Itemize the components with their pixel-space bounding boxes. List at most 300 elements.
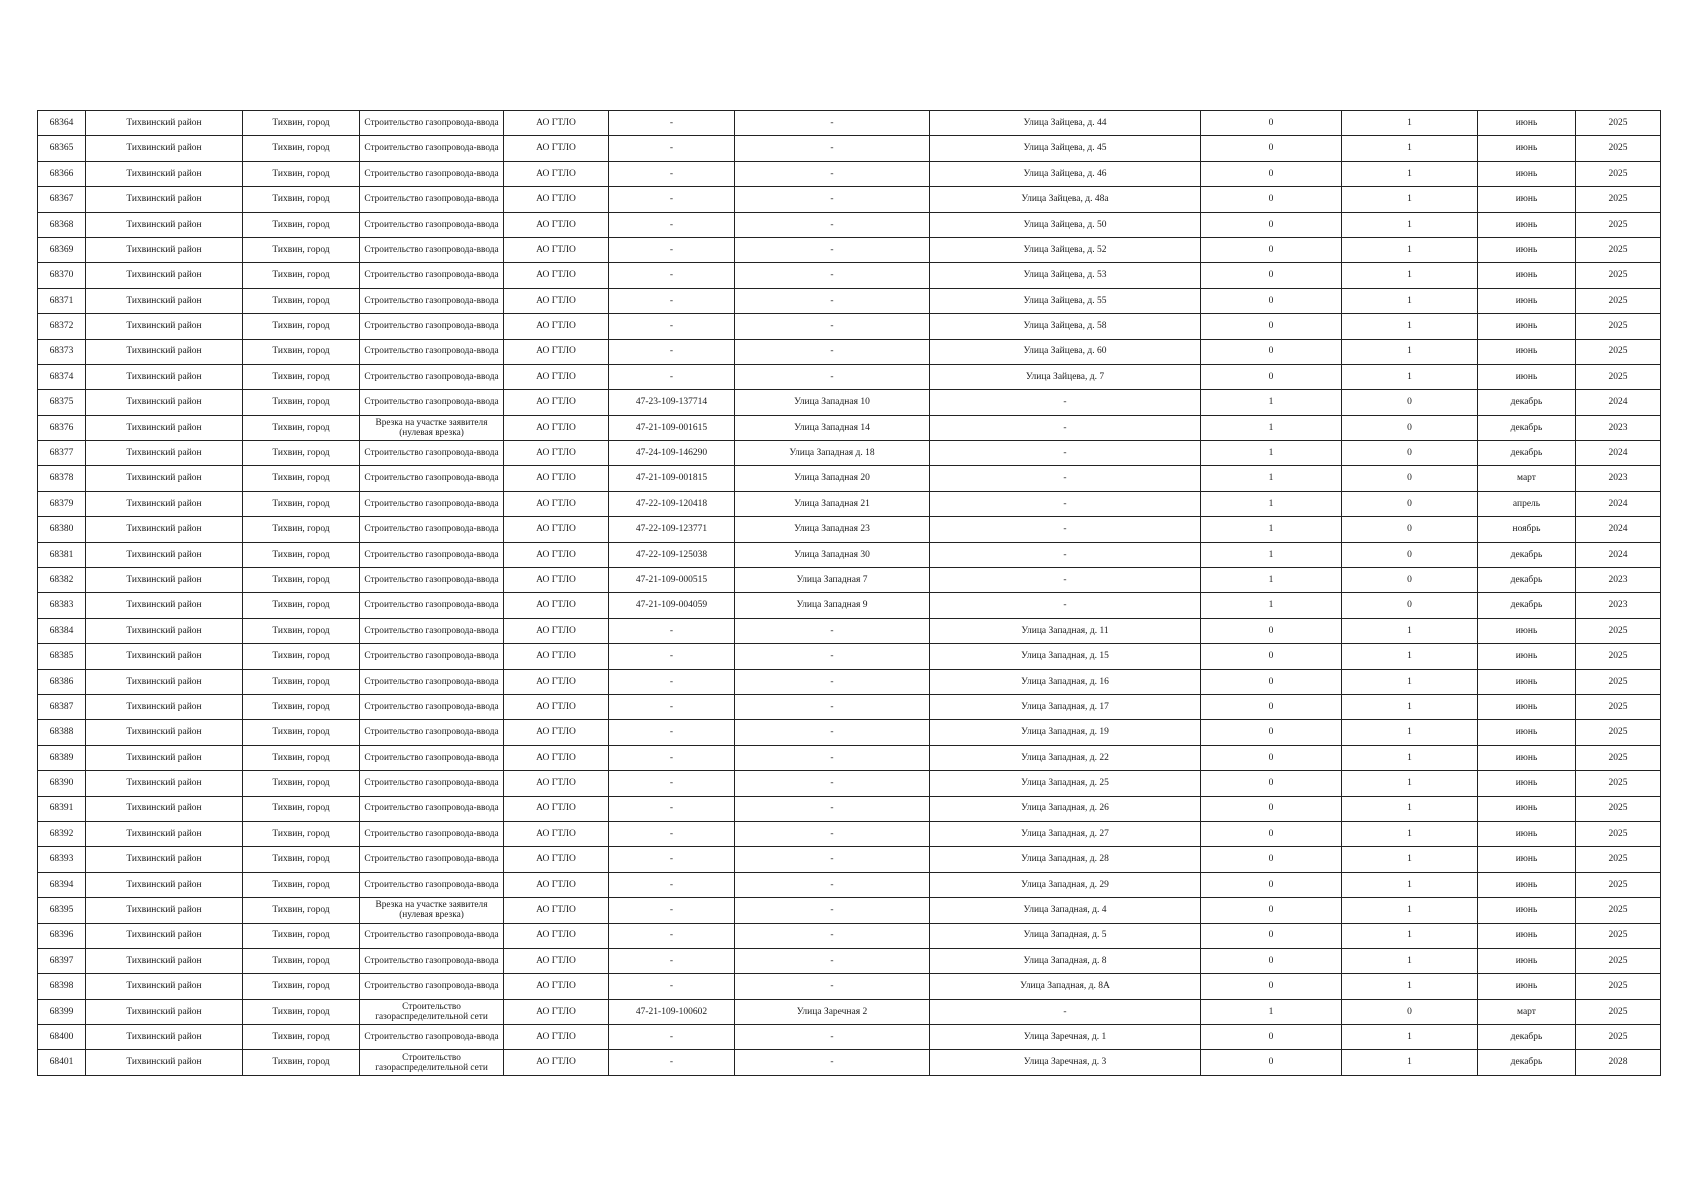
object-address-cell: Улица Зайцева, д. 52 (930, 237, 1201, 262)
work-type-cell: Строительство газопровода-ввода (360, 288, 504, 313)
object-address-cell: Улица Западная, д. 16 (930, 669, 1201, 694)
district-cell: Тихвинский район (86, 771, 243, 796)
district-cell: Тихвинский район (86, 618, 243, 643)
district-cell: Тихвинский район (86, 898, 243, 923)
settlement-cell: Тихвин, город (243, 542, 360, 567)
object-address-cell: Улица Западная, д. 26 (930, 796, 1201, 821)
count-b-cell: 1 (1342, 644, 1478, 669)
contract-address-cell: Улица Западная 30 (735, 542, 930, 567)
work-type-cell: Строительство газопровода-ввода (360, 263, 504, 288)
count-a-cell: 0 (1201, 339, 1342, 364)
year-cell: 2025 (1576, 923, 1661, 948)
year-cell: 2025 (1576, 136, 1661, 161)
contract-address-cell: - (735, 796, 930, 821)
district-cell: Тихвинский район (86, 314, 243, 339)
organization-cell: АО ГТЛО (504, 923, 609, 948)
table-row (38, 1050, 1661, 1075)
settlement-cell: Тихвин, город (243, 568, 360, 593)
contract-address-cell: - (735, 136, 930, 161)
district-cell: Тихвинский район (86, 390, 243, 415)
count-a-cell: 0 (1201, 923, 1342, 948)
settlement-cell: Тихвин, город (243, 415, 360, 440)
count-a-cell: 0 (1201, 618, 1342, 643)
count-b-cell: 1 (1342, 796, 1478, 821)
count-b-cell: 0 (1342, 593, 1478, 618)
count-b-cell: 1 (1342, 847, 1478, 872)
contract-number-cell: - (609, 644, 735, 669)
work-type-cell: Строительство газопровода-ввода (360, 466, 504, 491)
month-cell: июнь (1478, 212, 1576, 237)
district-cell: Тихвинский район (86, 415, 243, 440)
contract-address-cell: - (735, 288, 930, 313)
count-a-cell: 1 (1201, 466, 1342, 491)
table-row (38, 999, 1661, 1024)
count-b-cell: 1 (1342, 923, 1478, 948)
month-cell: декабрь (1478, 441, 1576, 466)
settlement-cell: Тихвин, город (243, 237, 360, 262)
contract-address-cell: - (735, 771, 930, 796)
settlement-cell: Тихвин, город (243, 974, 360, 999)
work-type-cell: Строительство газопровода-ввода (360, 237, 504, 262)
count-b-cell: 0 (1342, 568, 1478, 593)
work-type-cell: Строительство газопровода-ввода (360, 644, 504, 669)
month-cell: июнь (1478, 111, 1576, 136)
contract-number-cell: 47-21-109-001615 (609, 415, 735, 440)
count-a-cell: 0 (1201, 771, 1342, 796)
contract-number-cell: - (609, 745, 735, 770)
organization-cell: АО ГТЛО (504, 288, 609, 313)
year-cell: 2025 (1576, 948, 1661, 973)
organization-cell: АО ГТЛО (504, 898, 609, 923)
count-a-cell: 1 (1201, 517, 1342, 542)
district-cell: Тихвинский район (86, 364, 243, 389)
organization-cell: АО ГТЛО (504, 136, 609, 161)
count-b-cell: 0 (1342, 390, 1478, 415)
district-cell: Тихвинский район (86, 669, 243, 694)
object-address-cell: Улица Зайцева, д. 60 (930, 339, 1201, 364)
organization-cell: АО ГТЛО (504, 847, 609, 872)
record-number-cell: 68387 (38, 694, 86, 719)
district-cell: Тихвинский район (86, 694, 243, 719)
month-cell: декабрь (1478, 1025, 1576, 1050)
work-type-cell: Строительство газопровода-ввода (360, 872, 504, 897)
year-cell: 2023 (1576, 593, 1661, 618)
month-cell: март (1478, 466, 1576, 491)
record-number-cell: 68370 (38, 263, 86, 288)
count-a-cell: 1 (1201, 999, 1342, 1024)
month-cell: июнь (1478, 364, 1576, 389)
record-number-cell: 68371 (38, 288, 86, 313)
object-address-cell: Улица Зайцева, д. 50 (930, 212, 1201, 237)
contract-number-cell: - (609, 872, 735, 897)
month-cell: июнь (1478, 161, 1576, 186)
object-address-cell: - (930, 999, 1201, 1024)
year-cell: 2025 (1576, 720, 1661, 745)
table-row (38, 111, 1661, 136)
table-row (38, 491, 1661, 516)
count-a-cell: 0 (1201, 1050, 1342, 1075)
work-type-cell: Строительство газопровода-ввода (360, 161, 504, 186)
contract-number-cell: 47-23-109-137714 (609, 390, 735, 415)
table-row (38, 1025, 1661, 1050)
year-cell: 2025 (1576, 364, 1661, 389)
organization-cell: АО ГТЛО (504, 1050, 609, 1075)
year-cell: 2025 (1576, 694, 1661, 719)
count-a-cell: 0 (1201, 694, 1342, 719)
count-a-cell: 0 (1201, 111, 1342, 136)
table-row (38, 644, 1661, 669)
work-type-cell: Строительство газопровода-ввода (360, 694, 504, 719)
work-type-cell: Строительство газопровода-ввода (360, 441, 504, 466)
record-number-cell: 68375 (38, 390, 86, 415)
settlement-cell: Тихвин, город (243, 847, 360, 872)
count-a-cell: 0 (1201, 796, 1342, 821)
district-cell: Тихвинский район (86, 644, 243, 669)
count-a-cell: 0 (1201, 263, 1342, 288)
count-b-cell: 1 (1342, 745, 1478, 770)
record-number-cell: 68400 (38, 1025, 86, 1050)
count-b-cell: 1 (1342, 187, 1478, 212)
month-cell: июнь (1478, 771, 1576, 796)
contract-number-cell: - (609, 187, 735, 212)
year-cell: 2025 (1576, 314, 1661, 339)
year-cell: 2025 (1576, 745, 1661, 770)
count-b-cell: 1 (1342, 339, 1478, 364)
count-b-cell: 1 (1342, 694, 1478, 719)
year-cell: 2025 (1576, 999, 1661, 1024)
month-cell: ноябрь (1478, 517, 1576, 542)
district-cell: Тихвинский район (86, 161, 243, 186)
table-row (38, 466, 1661, 491)
year-cell: 2025 (1576, 974, 1661, 999)
contract-number-cell: - (609, 974, 735, 999)
organization-cell: АО ГТЛО (504, 339, 609, 364)
month-cell: март (1478, 999, 1576, 1024)
year-cell: 2024 (1576, 491, 1661, 516)
work-type-cell: Строительство газопровода-ввода (360, 948, 504, 973)
district-cell: Тихвинский район (86, 923, 243, 948)
settlement-cell: Тихвин, город (243, 720, 360, 745)
district-cell: Тихвинский район (86, 136, 243, 161)
table-row (38, 847, 1661, 872)
contract-address-cell: - (735, 669, 930, 694)
settlement-cell: Тихвин, город (243, 517, 360, 542)
contract-number-cell: - (609, 364, 735, 389)
year-cell: 2025 (1576, 669, 1661, 694)
table-row (38, 263, 1661, 288)
month-cell: декабрь (1478, 415, 1576, 440)
month-cell: июнь (1478, 644, 1576, 669)
year-cell: 2025 (1576, 263, 1661, 288)
count-a-cell: 0 (1201, 898, 1342, 923)
contract-address-cell: - (735, 872, 930, 897)
settlement-cell: Тихвин, город (243, 187, 360, 212)
work-type-cell: Строительство газопровода-ввода (360, 771, 504, 796)
work-type-cell: Строительство газопровода-ввода (360, 136, 504, 161)
contract-address-cell: - (735, 314, 930, 339)
record-number-cell: 68364 (38, 111, 86, 136)
contract-address-cell: Улица Западная 9 (735, 593, 930, 618)
table-row (38, 745, 1661, 770)
table-row (38, 339, 1661, 364)
work-type-cell: Строительство газопровода-ввода (360, 821, 504, 846)
year-cell: 2023 (1576, 568, 1661, 593)
contract-address-cell: - (735, 1050, 930, 1075)
settlement-cell: Тихвин, город (243, 263, 360, 288)
count-b-cell: 0 (1342, 542, 1478, 567)
organization-cell: АО ГТЛО (504, 237, 609, 262)
settlement-cell: Тихвин, город (243, 466, 360, 491)
contract-number-cell: 47-22-109-125038 (609, 542, 735, 567)
contract-number-cell: 47-21-109-000515 (609, 568, 735, 593)
organization-cell: АО ГТЛО (504, 491, 609, 516)
record-number-cell: 68374 (38, 364, 86, 389)
contract-address-cell: - (735, 974, 930, 999)
count-a-cell: 0 (1201, 187, 1342, 212)
contract-number-cell: - (609, 821, 735, 846)
count-a-cell: 0 (1201, 161, 1342, 186)
contract-address-cell: - (735, 364, 930, 389)
work-type-cell: Строительство газопровода-ввода (360, 720, 504, 745)
district-cell: Тихвинский район (86, 872, 243, 897)
work-type-cell: Строительство газопровода-ввода (360, 517, 504, 542)
contract-address-cell: Улица Западная 14 (735, 415, 930, 440)
year-cell: 2025 (1576, 872, 1661, 897)
work-type-cell: Строительство газопровода-ввода (360, 669, 504, 694)
contract-number-cell: - (609, 1025, 735, 1050)
work-type-cell: Строительство газопровода-ввода (360, 542, 504, 567)
contract-address-cell: - (735, 618, 930, 643)
contract-address-cell: - (735, 263, 930, 288)
district-cell: Тихвинский район (86, 237, 243, 262)
count-b-cell: 1 (1342, 288, 1478, 313)
work-type-cell: Строительство газораспределительной сети (360, 1050, 504, 1075)
object-address-cell: Улица Зайцева, д. 45 (930, 136, 1201, 161)
district-cell: Тихвинский район (86, 1025, 243, 1050)
work-type-cell: Строительство газопровода-ввода (360, 314, 504, 339)
count-a-cell: 1 (1201, 491, 1342, 516)
object-address-cell: Улица Зайцева, д. 53 (930, 263, 1201, 288)
count-b-cell: 1 (1342, 669, 1478, 694)
year-cell: 2025 (1576, 212, 1661, 237)
district-cell: Тихвинский район (86, 491, 243, 516)
object-address-cell: - (930, 593, 1201, 618)
contract-address-cell: - (735, 923, 930, 948)
settlement-cell: Тихвин, город (243, 1050, 360, 1075)
contract-number-cell: - (609, 161, 735, 186)
organization-cell: АО ГТЛО (504, 720, 609, 745)
contract-address-cell: - (735, 111, 930, 136)
object-address-cell: Улица Зайцева, д. 46 (930, 161, 1201, 186)
record-number-cell: 68396 (38, 923, 86, 948)
count-b-cell: 1 (1342, 821, 1478, 846)
organization-cell: АО ГТЛО (504, 542, 609, 567)
object-address-cell: Улица Западная, д. 25 (930, 771, 1201, 796)
work-type-cell: Врезка на участке заявителя (нулевая врезка) (360, 898, 504, 923)
table-row (38, 390, 1661, 415)
record-number-cell: 68373 (38, 339, 86, 364)
settlement-cell: Тихвин, город (243, 771, 360, 796)
month-cell: июнь (1478, 821, 1576, 846)
count-a-cell: 0 (1201, 974, 1342, 999)
table-row (38, 542, 1661, 567)
count-a-cell: 1 (1201, 415, 1342, 440)
record-number-cell: 68395 (38, 898, 86, 923)
contract-address-cell: - (735, 745, 930, 770)
table-row (38, 441, 1661, 466)
work-type-cell: Строительство газопровода-ввода (360, 1025, 504, 1050)
organization-cell: АО ГТЛО (504, 466, 609, 491)
contract-address-cell: Улица Западная 10 (735, 390, 930, 415)
record-number-cell: 68372 (38, 314, 86, 339)
district-cell: Тихвинский район (86, 847, 243, 872)
contract-number-cell: - (609, 136, 735, 161)
table-row (38, 593, 1661, 618)
table-row (38, 821, 1661, 846)
object-address-cell: Улица Зайцева, д. 55 (930, 288, 1201, 313)
contract-number-cell: 47-22-109-120418 (609, 491, 735, 516)
year-cell: 2028 (1576, 1050, 1661, 1075)
table-row (38, 288, 1661, 313)
record-number-cell: 68385 (38, 644, 86, 669)
record-number-cell: 68391 (38, 796, 86, 821)
count-b-cell: 1 (1342, 1025, 1478, 1050)
table-row (38, 314, 1661, 339)
district-cell: Тихвинский район (86, 720, 243, 745)
object-address-cell: Улица Западная, д. 11 (930, 618, 1201, 643)
month-cell: июнь (1478, 796, 1576, 821)
organization-cell: АО ГТЛО (504, 771, 609, 796)
organization-cell: АО ГТЛО (504, 111, 609, 136)
organization-cell: АО ГТЛО (504, 212, 609, 237)
year-cell: 2025 (1576, 288, 1661, 313)
contract-address-cell: Улица Заречная 2 (735, 999, 930, 1024)
settlement-cell: Тихвин, город (243, 111, 360, 136)
record-number-cell: 68390 (38, 771, 86, 796)
month-cell: июнь (1478, 618, 1576, 643)
contract-number-cell: - (609, 771, 735, 796)
count-b-cell: 1 (1342, 948, 1478, 973)
district-cell: Тихвинский район (86, 542, 243, 567)
work-type-cell: Строительство газораспределительной сети (360, 999, 504, 1024)
settlement-cell: Тихвин, город (243, 999, 360, 1024)
count-b-cell: 1 (1342, 161, 1478, 186)
settlement-cell: Тихвин, город (243, 1025, 360, 1050)
district-cell: Тихвинский район (86, 974, 243, 999)
record-number-cell: 68365 (38, 136, 86, 161)
table-row (38, 923, 1661, 948)
month-cell: июнь (1478, 669, 1576, 694)
year-cell: 2025 (1576, 771, 1661, 796)
work-type-cell: Строительство газопровода-ввода (360, 847, 504, 872)
record-number-cell: 68394 (38, 872, 86, 897)
month-cell: декабрь (1478, 568, 1576, 593)
object-address-cell: Улица Западная, д. 15 (930, 644, 1201, 669)
contract-number-cell: - (609, 212, 735, 237)
count-b-cell: 0 (1342, 441, 1478, 466)
table-row (38, 568, 1661, 593)
month-cell: июнь (1478, 847, 1576, 872)
year-cell: 2024 (1576, 542, 1661, 567)
count-a-cell: 0 (1201, 669, 1342, 694)
contract-address-cell: - (735, 161, 930, 186)
contract-number-cell: 47-24-109-146290 (609, 441, 735, 466)
month-cell: июнь (1478, 187, 1576, 212)
month-cell: июнь (1478, 872, 1576, 897)
count-a-cell: 0 (1201, 288, 1342, 313)
work-type-cell: Строительство газопровода-ввода (360, 923, 504, 948)
count-a-cell: 0 (1201, 314, 1342, 339)
count-a-cell: 0 (1201, 212, 1342, 237)
object-address-cell: Улица Зайцева, д. 7 (930, 364, 1201, 389)
record-number-cell: 68384 (38, 618, 86, 643)
district-cell: Тихвинский район (86, 999, 243, 1024)
work-type-cell: Строительство газопровода-ввода (360, 111, 504, 136)
count-a-cell: 0 (1201, 745, 1342, 770)
contract-address-cell: Улица Западная 23 (735, 517, 930, 542)
settlement-cell: Тихвин, город (243, 441, 360, 466)
contract-number-cell: 47-21-109-100602 (609, 999, 735, 1024)
settlement-cell: Тихвин, город (243, 745, 360, 770)
settlement-cell: Тихвин, город (243, 339, 360, 364)
count-a-cell: 1 (1201, 441, 1342, 466)
table-row (38, 771, 1661, 796)
month-cell: июнь (1478, 136, 1576, 161)
contract-address-cell: - (735, 720, 930, 745)
year-cell: 2024 (1576, 390, 1661, 415)
count-b-cell: 0 (1342, 999, 1478, 1024)
object-address-cell: Улица Западная, д. 22 (930, 745, 1201, 770)
object-address-cell: Улица Заречная, д. 1 (930, 1025, 1201, 1050)
month-cell: июнь (1478, 237, 1576, 262)
count-b-cell: 1 (1342, 618, 1478, 643)
month-cell: декабрь (1478, 390, 1576, 415)
year-cell: 2024 (1576, 441, 1661, 466)
district-cell: Тихвинский район (86, 111, 243, 136)
count-a-cell: 0 (1201, 847, 1342, 872)
month-cell: июнь (1478, 288, 1576, 313)
contract-address-cell: Улица Западная 20 (735, 466, 930, 491)
count-b-cell: 0 (1342, 415, 1478, 440)
count-b-cell: 1 (1342, 237, 1478, 262)
object-address-cell: - (930, 491, 1201, 516)
month-cell: апрель (1478, 491, 1576, 516)
organization-cell: АО ГТЛО (504, 948, 609, 973)
contract-address-cell: - (735, 847, 930, 872)
count-a-cell: 0 (1201, 821, 1342, 846)
organization-cell: АО ГТЛО (504, 364, 609, 389)
object-address-cell: Улица Западная, д. 29 (930, 872, 1201, 897)
table-body (38, 111, 1661, 1076)
table-row (38, 415, 1661, 440)
district-cell: Тихвинский район (86, 745, 243, 770)
count-b-cell: 1 (1342, 364, 1478, 389)
district-cell: Тихвинский район (86, 568, 243, 593)
record-number-cell: 68369 (38, 237, 86, 262)
work-type-cell: Строительство газопровода-ввода (360, 339, 504, 364)
object-address-cell: Улица Зайцева, д. 48а (930, 187, 1201, 212)
gas-connection-registry-table (37, 110, 1661, 1076)
year-cell: 2025 (1576, 796, 1661, 821)
count-b-cell: 1 (1342, 974, 1478, 999)
object-address-cell: - (930, 517, 1201, 542)
contract-number-cell: - (609, 669, 735, 694)
settlement-cell: Тихвин, город (243, 593, 360, 618)
table-row (38, 237, 1661, 262)
organization-cell: АО ГТЛО (504, 593, 609, 618)
count-a-cell: 1 (1201, 593, 1342, 618)
district-cell: Тихвинский район (86, 263, 243, 288)
